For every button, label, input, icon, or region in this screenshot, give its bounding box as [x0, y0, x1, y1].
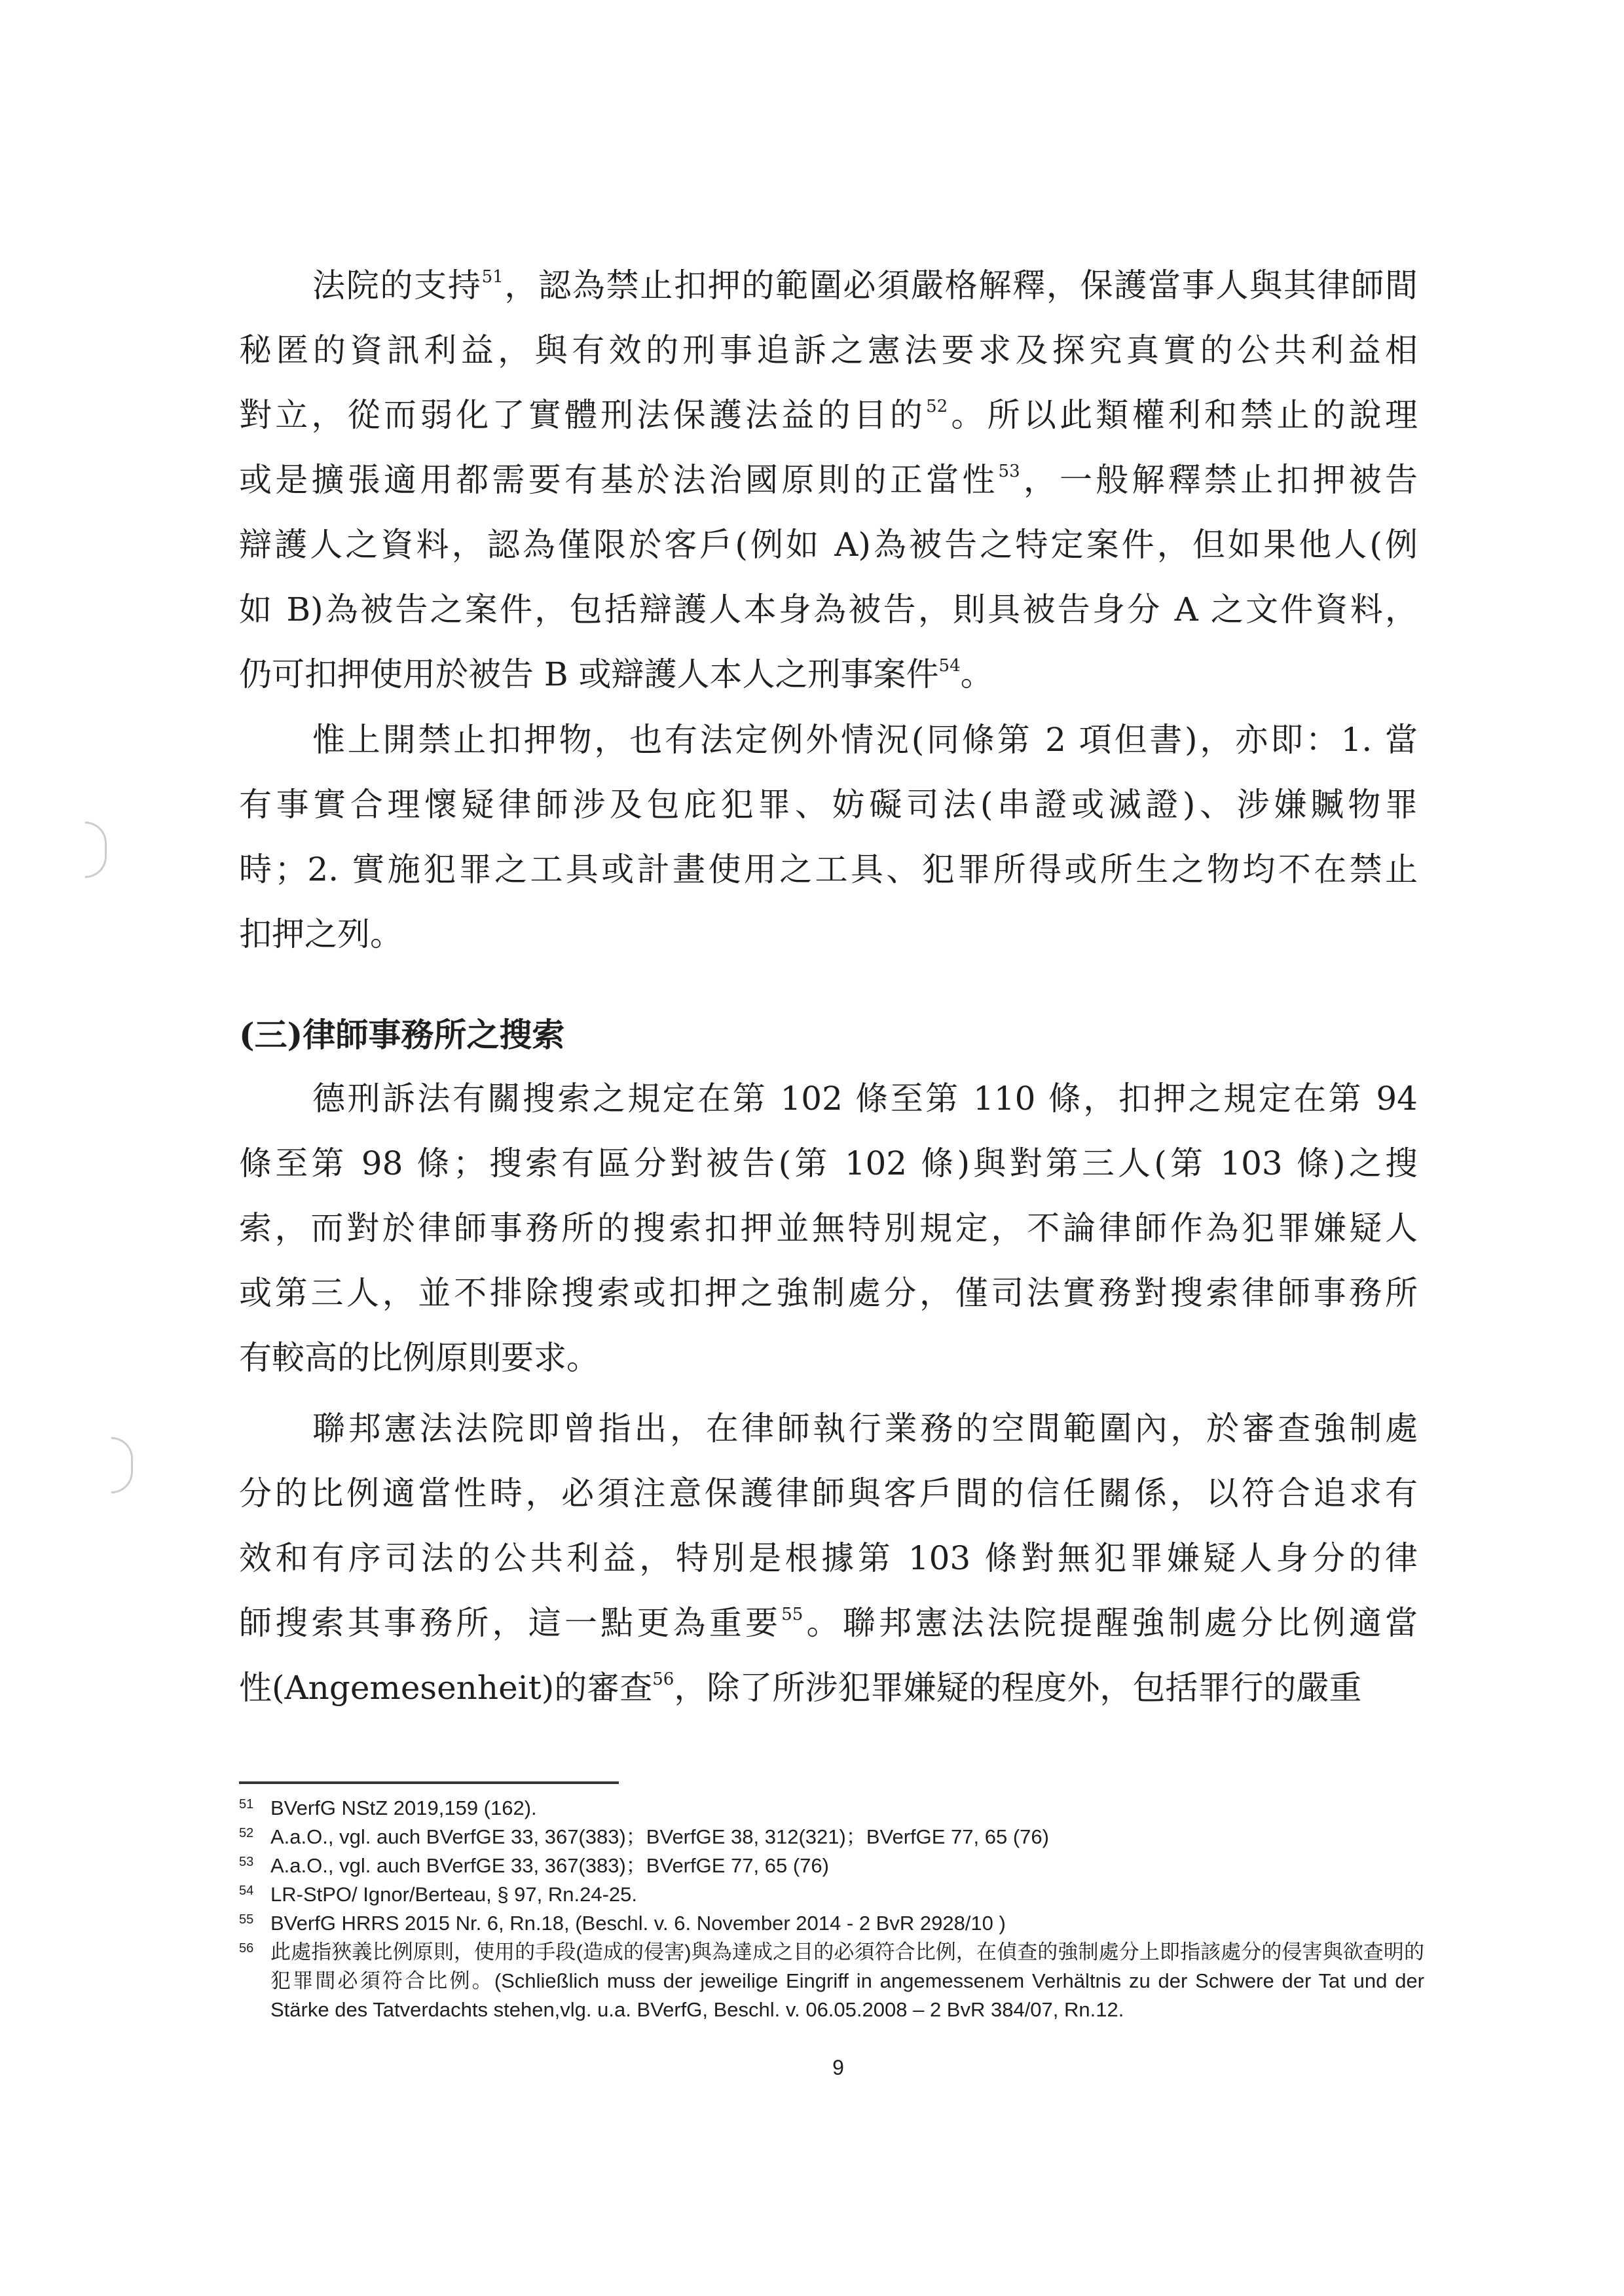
footnote	[239, 1909, 1424, 1938]
text-line	[239, 513, 1418, 577]
text-line	[239, 577, 1418, 642]
footnote-text: BVerfG HRRS 2015 Nr. 6, Rn.18, (Beschl. v. 6. November 2014 - 2 BvR 2928/10 )	[270, 1912, 1006, 1935]
text-run: 。	[960, 655, 993, 693]
text-line	[239, 1526, 1418, 1591]
footnote-ref[interactable]: 54	[938, 656, 961, 676]
text-run: 對立，從而弱化了實體刑法保護法益的目的	[239, 396, 927, 434]
page-number: 9	[832, 2056, 844, 2079]
text-run: ，認為禁止扣押的範圍必須嚴格解釋，保護當事人與其律師間	[503, 266, 1418, 304]
text-line	[239, 318, 1418, 383]
text-line	[239, 1396, 1418, 1461]
text-run: 有事實合理懷疑律師涉及包庇犯罪、妨礙司法(串證或滅證)、涉嫌贓物罪	[239, 786, 1418, 824]
text-line	[239, 1066, 1418, 1131]
text-line	[239, 1461, 1418, 1526]
text-run: ，一般解釋禁止扣押被告	[1020, 461, 1418, 499]
heading-text: (三)律師事務所之搜索	[239, 1015, 565, 1054]
paragraph-3	[239, 1066, 1418, 1391]
footnote-number: 54	[239, 1884, 254, 1898]
section-heading	[239, 1002, 1418, 1067]
footnote-number: 52	[239, 1826, 254, 1840]
footnote-number: 55	[239, 1912, 254, 1927]
footnote-text: BVerfG NStZ 2019,159 (162).	[270, 1796, 537, 1819]
text-run: 或第三人，並不排除搜索或扣押之強制處分，僅司法實務對搜索律師事務所	[239, 1274, 1418, 1312]
text-line	[239, 383, 1418, 448]
text-run: 法院的支持	[312, 266, 482, 304]
footnote-ref[interactable]: 56	[652, 1669, 674, 1689]
text-run: ，除了所涉犯罪嫌疑的程度外，包括罪行的嚴重	[674, 1669, 1362, 1707]
text-run: 惟上開禁止扣押物，也有法定例外情況(同條第 2 項但書)，亦即：1. 當	[312, 721, 1418, 759]
scan-binding-mark	[85, 822, 107, 878]
text-run: 辯護人之資料，認為僅限於客戶(例如 A)為被告之特定案件，但如果他人(例	[239, 526, 1418, 564]
text-line	[239, 642, 1418, 707]
footnote-text: A.a.O., vgl. auch BVerfGE 33, 367(383)；BVerfGE 38, 312(321)；BVerfGE 77, 65 (76)	[270, 1825, 1049, 1848]
text-line	[239, 1196, 1418, 1261]
paragraph-1	[239, 253, 1418, 707]
footnote-number: 53	[239, 1855, 254, 1869]
text-run: 索，而對於律師事務所的搜索扣押並無特別規定，不論律師作為犯罪嫌疑人	[239, 1209, 1418, 1247]
text-run: 性(Angemesenheit)的審查	[239, 1669, 653, 1707]
text-run: 聯邦憲法法院即曾指出，在律師執行業務的空間範圍內，於審查強制處	[312, 1410, 1418, 1448]
footnote	[239, 1938, 1424, 2024]
footnote-ref[interactable]: 52	[926, 397, 948, 416]
text-line	[239, 773, 1418, 837]
text-run: 時；2. 實施犯罪之工具或計畫使用之工具、犯罪所得或所生之物均不在禁止	[239, 850, 1418, 888]
text-run: 效和有序司法的公共利益，特別是根據第 103 條對無犯罪嫌疑人身分的律	[239, 1539, 1418, 1577]
footnote-separator	[239, 1781, 619, 1784]
paragraph-2	[239, 708, 1418, 967]
text-run: 或是擴張適用都需要有基於法治國原則的正當性	[239, 461, 999, 499]
footnote	[239, 1880, 1424, 1909]
footnote-ref[interactable]: 55	[781, 1605, 803, 1624]
text-line	[239, 1131, 1418, 1196]
text-line	[239, 448, 1418, 513]
text-line	[239, 1591, 1418, 1656]
scan-binding-mark	[111, 1437, 133, 1493]
footnotes	[239, 1794, 1424, 2024]
text-run: 條至第 98 條；搜索有區分對被告(第 102 條)與對第三人(第 103 條)之搜	[239, 1144, 1418, 1182]
footnote-number: 56	[239, 1941, 254, 1956]
footnote-text: LR-StPO/ Ignor/Berteau, § 97, Rn.24-25.	[270, 1883, 638, 1906]
text-run: 如 B)為被告之案件，包括辯護人本身為被告，則具被告身分 A 之文件資料，	[239, 591, 1418, 629]
text-line	[239, 1656, 1418, 1721]
text-line	[239, 902, 1418, 967]
text-line	[239, 708, 1418, 773]
text-run: 德刑訴法有關搜索之規定在第 102 條至第 110 條，扣押之規定在第 94	[312, 1080, 1418, 1118]
footnote	[239, 1794, 1424, 1823]
footnote	[239, 1851, 1424, 1880]
footnote-text: 此處指狹義比例原則，使用的手段(造成的侵害)與為達成之目的必須符合比例，在偵查的強制處分上即指該處分的侵害與欲查明的犯罪間必須符合比例。(Schließlich muss der jeweilige Eingriff in angemessenem Verhältnis zu der Schwere der Tat und der Stärke des Tatverdachts stehen,vlg. u.a. BVerfG, Beschl. v. 06.05.2008 – 2 BvR 384/07, Rn.12.	[270, 1941, 1424, 2021]
text-run: 有較高的比例原則要求。	[239, 1339, 599, 1377]
paragraph-4	[239, 1396, 1418, 1721]
text-line	[239, 837, 1418, 902]
footnote-text: A.a.O., vgl. auch BVerfGE 33, 367(383)；BVerfGE 77, 65 (76)	[270, 1854, 829, 1877]
text-run: 扣押之列。	[239, 915, 403, 953]
text-run: 仍可扣押使用於被告 B 或辯護人本人之刑事案件	[239, 655, 939, 693]
footnote-ref[interactable]: 53	[998, 462, 1020, 481]
text-line	[239, 1261, 1418, 1326]
footnote-ref[interactable]: 51	[481, 267, 504, 287]
text-run: 秘匿的資訊利益，與有效的刑事追訴之憲法要求及探究真實的公共利益相	[239, 331, 1418, 369]
footnote	[239, 1823, 1424, 1851]
text-line	[239, 253, 1418, 318]
text-run: 師搜索其事務所，這一點更為重要	[239, 1604, 782, 1642]
text-run: 。聯邦憲法法院提醒強制處分比例適當	[803, 1604, 1418, 1642]
text-run: 。所以此類權利和禁止的說理	[948, 396, 1418, 434]
footnote-number: 51	[239, 1797, 254, 1812]
text-line	[239, 1326, 1418, 1391]
text-run: 分的比例適當性時，必須注意保護律師與客戶間的信任關係，以符合追求有	[239, 1474, 1418, 1512]
